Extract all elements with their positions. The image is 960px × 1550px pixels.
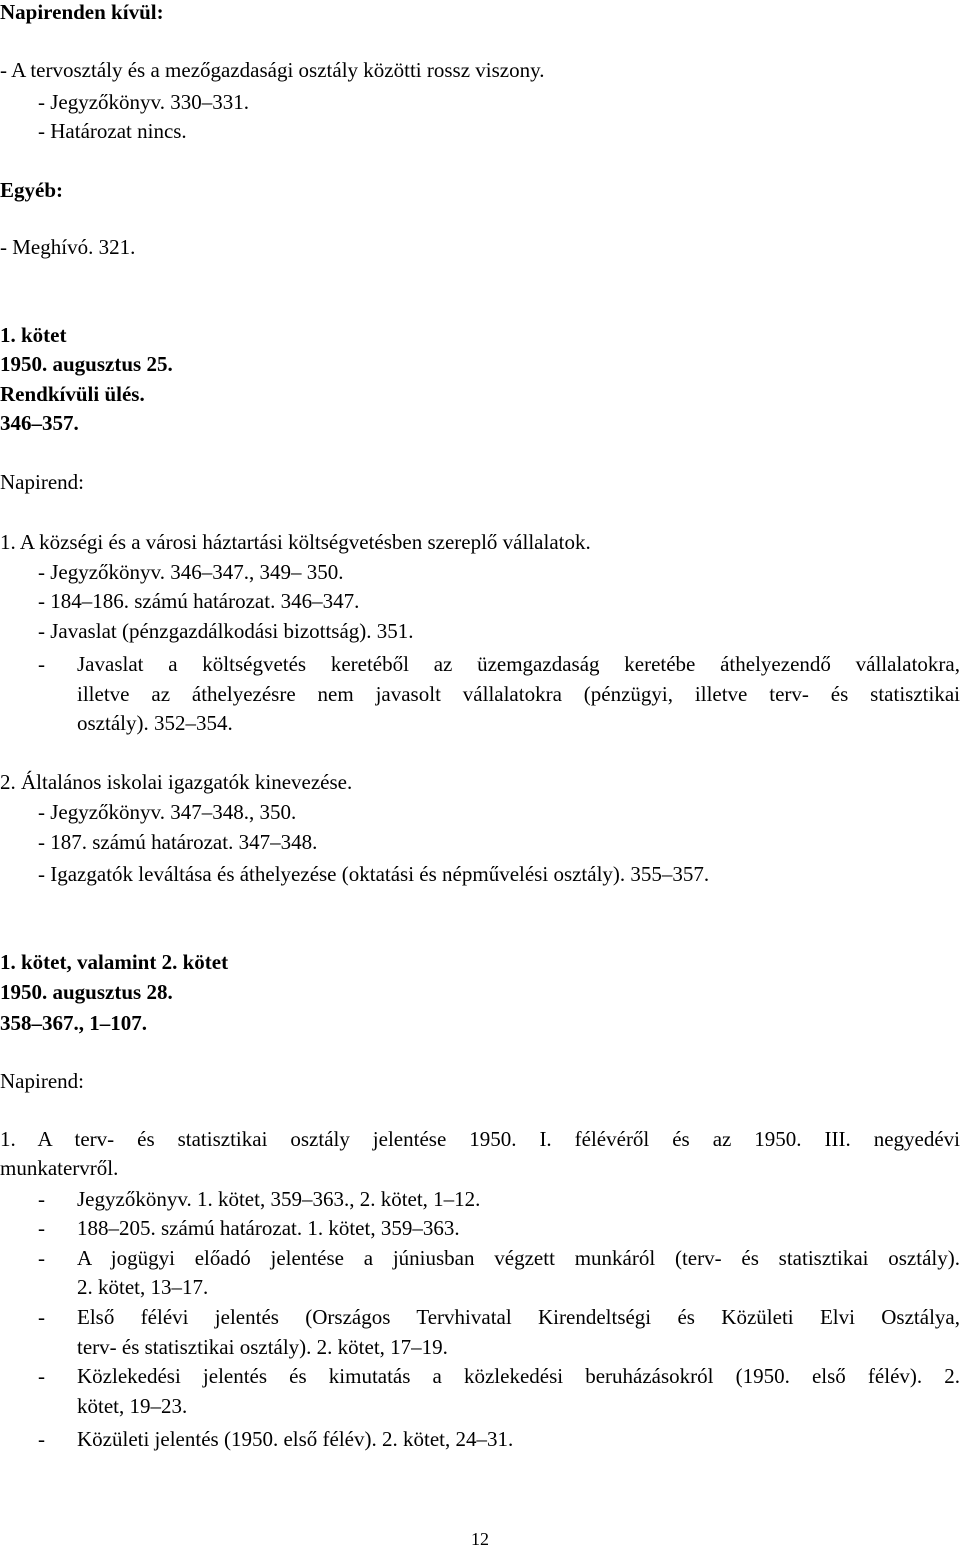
list-item: - 187. számú határozat. 347–348. xyxy=(38,830,318,854)
list-item: - Jegyzőkönyv. 346–347., 349– 350. xyxy=(38,560,344,584)
list-item: - A tervosztály és a mezőgazdasági osztály közötti rossz viszony. xyxy=(0,58,545,82)
list-item-line: 2. kötet, 13–17. xyxy=(77,1275,209,1299)
agenda-topic-title: 1. A terv- és statisztikai osztály jelentése 1950. I. félévéről és az 1950. III. negyedévi xyxy=(0,1127,960,1151)
agenda-heading: Napirend: xyxy=(0,470,84,494)
meeting-date: 1950. augusztus 28. xyxy=(0,980,173,1004)
list-item: - Jegyzőkönyv. 330–331. xyxy=(38,90,249,114)
list-item: - Meghívó. 321. xyxy=(0,235,136,259)
list-item-line: kötet, 19–23. xyxy=(77,1394,188,1418)
list-item-dash: - xyxy=(38,1364,45,1388)
list-item-line: terv- és statisztikai osztály). 2. kötet, 17–19. xyxy=(77,1335,448,1359)
agenda-topic-title: 2. Általános iskolai igazgatók kinevezése. xyxy=(0,770,353,794)
meeting-type: Rendkívüli ülés. xyxy=(0,382,145,406)
agenda-topic-title-cont: munkatervről. xyxy=(0,1156,119,1180)
list-item-line: Jegyzőkönyv. 1. kötet, 359–363., 2. kötet, 1–12. xyxy=(77,1187,481,1211)
list-item: - 184–186. számú határozat. 346–347. xyxy=(38,589,360,613)
list-item: - Igazgatók leváltása és áthelyezése (oktatási és népművelési osztály). 355–357. xyxy=(38,862,710,886)
list-item-line: A jogügyi előadó jelentése a júniusban végzett munkáról (terv- és statisztikai osztály). xyxy=(77,1246,960,1270)
page-number: 12 xyxy=(471,1529,489,1549)
list-item-line: 188–205. számú határozat. 1. kötet, 359–363. xyxy=(77,1216,460,1240)
list-item-dash: - xyxy=(38,652,45,676)
agenda-topic-title: 1. A községi és a városi háztartási költségvetésben szereplő vállalatok. xyxy=(0,530,591,554)
list-item-line: Első félévi jelentés (Országos Tervhivatal Kirendeltségi és Közületi Elvi Osztálya, xyxy=(77,1305,960,1329)
section-heading-other: Egyéb: xyxy=(0,178,63,202)
list-item-dash: - xyxy=(38,1187,45,1211)
list-item-dash: - xyxy=(38,1427,45,1451)
list-item-dash: - xyxy=(38,1305,45,1329)
meeting-volume: 1. kötet xyxy=(0,323,67,347)
list-item: - Határozat nincs. xyxy=(38,119,187,143)
list-item-line: osztály). 352–354. xyxy=(77,711,233,735)
meeting-date: 1950. augusztus 25. xyxy=(0,352,173,376)
list-item: - Javaslat (pénzgazdálkodási bizottság). 351. xyxy=(38,619,414,643)
meeting-pages: 346–357. xyxy=(0,411,79,435)
list-item-line: Közületi jelentés (1950. első félév). 2. kötet, 24–31. xyxy=(77,1427,514,1451)
list-item-line: illetve az áthelyezésre nem javasolt vállalatokra (pénzügyi, illetve terv- és statisztikai xyxy=(77,682,960,706)
meeting-volume: 1. kötet, valamint 2. kötet xyxy=(0,950,229,974)
list-item: - Jegyzőkönyv. 347–348., 350. xyxy=(38,800,297,824)
list-item-line: Közlekedési jelentés és kimutatás a közlekedési beruházásokról (1950. első félév). 2. xyxy=(77,1364,960,1388)
list-item-line: Javaslat a költségvetés keretéből az üzemgazdaság keretébe áthelyezendő vállalatokra, xyxy=(77,652,960,676)
list-item-dash: - xyxy=(38,1216,45,1240)
meeting-pages: 358–367., 1–107. xyxy=(0,1011,147,1035)
section-heading-off-agenda: Napirenden kívül: xyxy=(0,0,164,24)
list-item-dash: - xyxy=(38,1246,45,1270)
agenda-heading: Napirend: xyxy=(0,1069,84,1093)
